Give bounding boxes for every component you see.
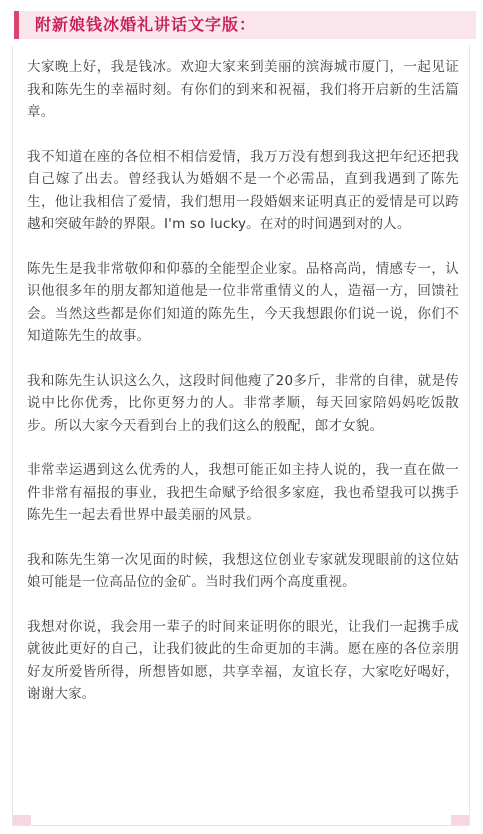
paragraph-5: 非常幸运遇到这么优秀的人，我想可能正如主持人说的，我一直在做一件非常有福报的事业，我把生命赋予给很多家庭，我也希望我可以携手陈先生一起去看世界中最美丽的风景。 xyxy=(27,462,459,523)
paragraph-1: 大家晚上好，我是钱冰。欢迎大家来到美丽的滨海城市厦门，一起见证我和陈先生的幸福时刻。有你们的到来和祝福，我们将开启新的生活篇章。 xyxy=(27,59,459,120)
speech-text xyxy=(27,56,459,728)
speech-content-box xyxy=(12,46,470,826)
decorative-corner-right xyxy=(451,815,469,825)
decorative-corner-left xyxy=(13,815,31,825)
paragraph-6: 我和陈先生第一次见面的时候，我想这位创业专家就发现眼前的这位姑娘可能是一位高品位的金矿。当时我们两个高度重视。 xyxy=(27,551,459,590)
paragraph-7: 我想对你说，我会用一辈子的时间来证明你的眼光，让我们一起携手成就彼此更好的自己，让我们彼此的生命更加的丰满。愿在座的各位亲朋好友所爱皆所得，所想皆如愿，共享幸福，友谊长存，大家吃好喝好，谢谢大家。 xyxy=(27,618,459,702)
section-title: 附新娘钱冰婚礼讲话文字版： xyxy=(35,15,257,34)
paragraph-3: 陈先生是我非常敬仰和仰慕的全能型企业家。品格高尚，情感专一，认识他很多年的朋友都知道他是一位非常重情义的人，造福一方，回馈社会。当然这些都是你们知道的陈先生，今天我想跟你们说一说，你们不知道陈先生的故事。 xyxy=(27,260,459,344)
paragraph-2: 我不知道在座的各位相不相信爱情，我万万没有想到我这把年纪还把我自己嫁了出去。曾经我认为婚姻不是一个必需品，直到我遇到了陈先生，他让我相信了爱情，我们想用一段婚姻来证明真正的爱情是可以跨越和突破年龄的界限。I'm so lucky。在对的时间遇到对的人。 xyxy=(27,148,459,232)
section-header xyxy=(14,11,476,39)
paragraph-4: 我和陈先生认识这么久，这段时间他瘦了20多斤，非常的自律，就是传说中比你优秀，比你更努力的人。非常孝顺，每天回家陪妈妈吃饭散步。所以大家今天看到台上的我们这么的般配，郎才女貌。 xyxy=(27,372,459,434)
